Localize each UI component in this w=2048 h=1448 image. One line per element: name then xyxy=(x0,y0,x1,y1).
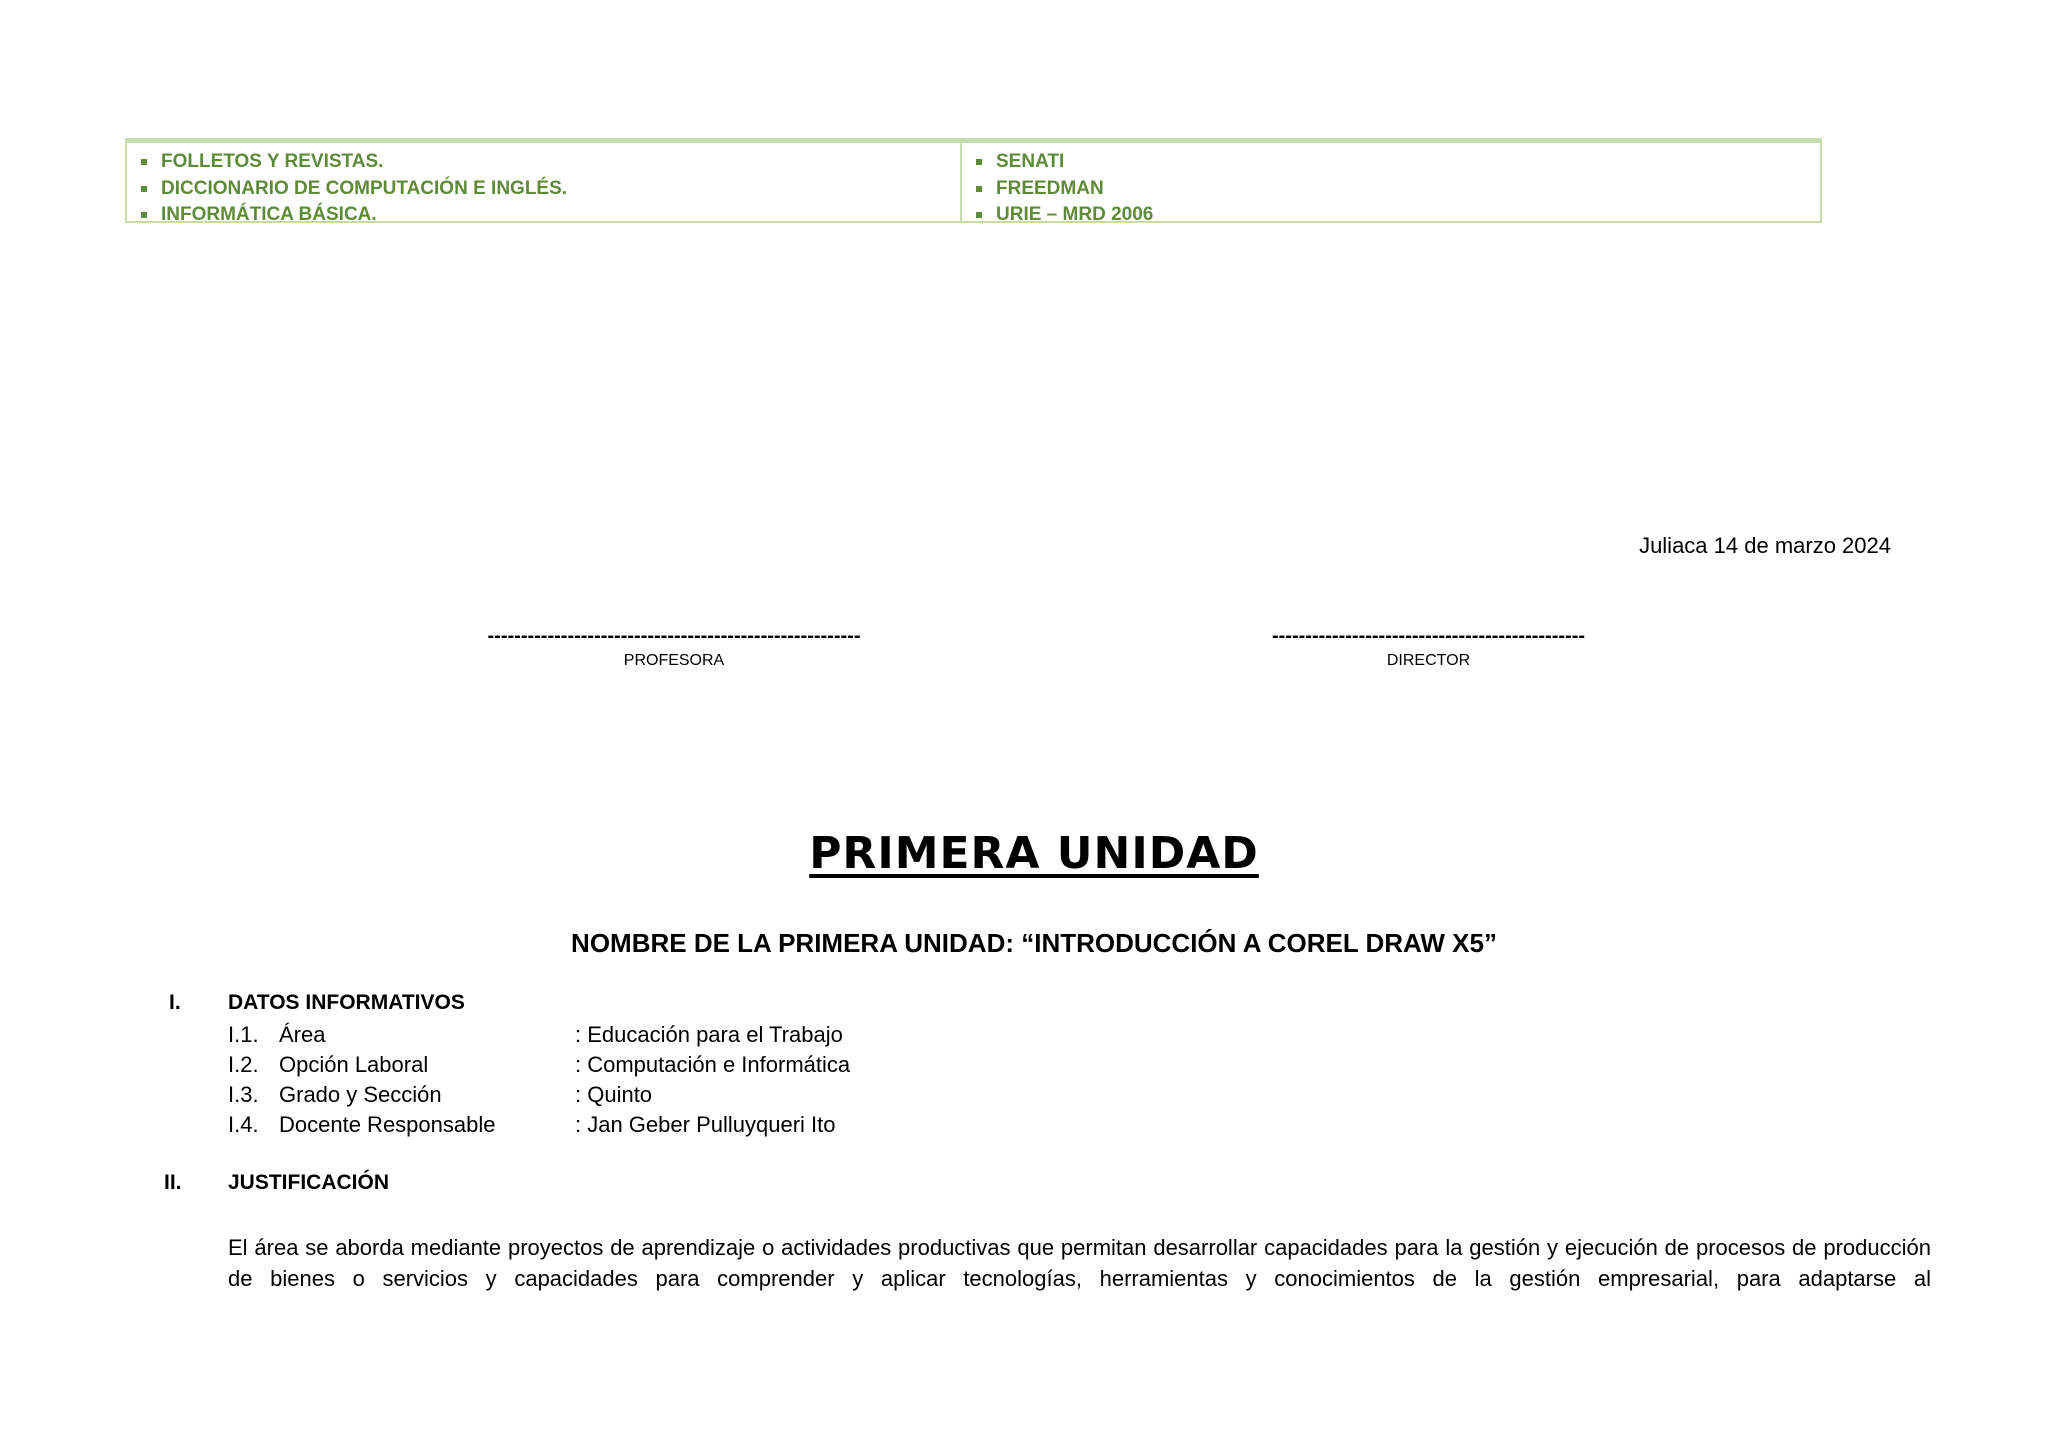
item-value: : Jan Geber Pulluyqueri Ito xyxy=(575,1112,836,1137)
list-item xyxy=(228,1080,850,1110)
signature-line: ----------------------------------------------- xyxy=(1271,625,1586,647)
reference-text: DICCIONARIO DE COMPUTACIÓN E INGLÉS. xyxy=(161,177,568,199)
reference-text: SENATI xyxy=(996,151,1065,173)
list-item xyxy=(228,1050,850,1080)
signature-director xyxy=(1246,624,1611,672)
section-heading-justificacion xyxy=(164,1171,389,1195)
item-number: I.2. xyxy=(228,1052,259,1077)
list-item xyxy=(976,176,1820,203)
square-bullet-icon xyxy=(976,212,982,218)
item-label: Opción Laboral xyxy=(279,1052,429,1077)
item-number: I.4. xyxy=(228,1112,259,1137)
list-item xyxy=(228,1020,850,1050)
references-right-list xyxy=(976,149,1820,229)
unit-name: NOMBRE DE LA PRIMERA UNIDAD: “INTRODUCCIÓN A COREL DRAW X5” xyxy=(571,928,1497,958)
item-value: : Quinto xyxy=(575,1082,653,1107)
list-item xyxy=(228,1110,850,1140)
section-title: JUSTIFICACIÓN xyxy=(228,1171,390,1194)
section-heading-datos xyxy=(169,991,465,1015)
item-number: I.1. xyxy=(228,1022,259,1047)
references-right-column xyxy=(962,143,1820,226)
references-left-list xyxy=(141,149,960,229)
reference-text: URIE – MRD 2006 xyxy=(996,204,1154,226)
list-item xyxy=(141,202,960,229)
list-item xyxy=(141,149,960,176)
signature-line: -------------------------------------------------------- xyxy=(487,625,861,647)
list-item xyxy=(976,149,1820,176)
square-bullet-icon xyxy=(141,212,147,218)
reference-text: FREEDMAN xyxy=(996,177,1104,199)
signature-role: PROFESORA xyxy=(623,652,725,669)
item-label: Área xyxy=(279,1022,326,1047)
square-bullet-icon xyxy=(141,186,147,192)
datos-informativos-list xyxy=(228,1020,850,1140)
references-left-column xyxy=(127,143,962,226)
item-value: : Educación para el Trabajo xyxy=(575,1022,843,1047)
reference-text: INFORMÁTICA BÁSICA. xyxy=(161,204,377,226)
section-number: I. xyxy=(169,991,181,1014)
references-table xyxy=(125,138,1822,226)
square-bullet-icon xyxy=(141,159,147,165)
unit-title: PRIMERA UNIDAD xyxy=(809,828,1259,879)
reference-text: FOLLETOS Y REVISTAS. xyxy=(161,151,384,173)
section-number: II. xyxy=(164,1171,182,1194)
item-value: : Computación e Informática xyxy=(575,1052,851,1077)
justification-paragraph: El área se aborda mediante proyectos de aprendizaje o actividades productivas que permitan desarrollar capacidades para la gestión y ejecución de procesos de producción de bienes o servicios y capacidades para comprender y aplicar tecnologías, herramientas y conocimientos de la gestión empresarial, para adaptarse al xyxy=(228,1235,1931,1291)
square-bullet-icon xyxy=(976,159,982,165)
item-label: Grado y Sección xyxy=(279,1082,442,1107)
item-number: I.3. xyxy=(228,1082,259,1107)
square-bullet-icon xyxy=(976,186,982,192)
signature-role: DIRECTOR xyxy=(1386,652,1471,669)
section-title: DATOS INFORMATIVOS xyxy=(228,991,465,1014)
item-label: Docente Responsable xyxy=(279,1112,496,1137)
list-item xyxy=(141,176,960,203)
list-item xyxy=(976,202,1820,229)
signature-profesora xyxy=(459,624,889,672)
document-date: Juliaca 14 de marzo 2024 xyxy=(1639,533,1891,558)
